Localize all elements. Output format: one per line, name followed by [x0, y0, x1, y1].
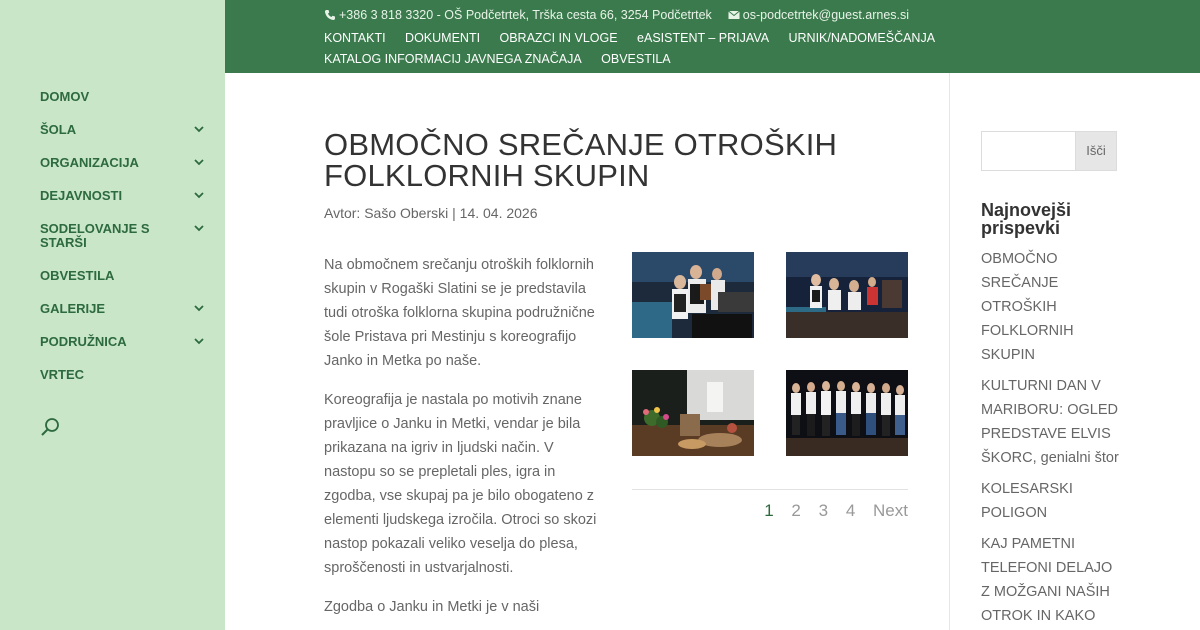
- chevron-down-icon[interactable]: [193, 156, 205, 168]
- sidebar-item-label: SODELOVANJE S STARŠI: [40, 221, 150, 250]
- recent-post-text: KULTURNI DAN V MARIBORU: OGLED PREDSTAVE ELVIS ŠKORC,: [981, 378, 1118, 466]
- recent-post-text: OBMOČNO SREČANJE OTROŠKIH FOLKLORNIH SKUPIN: [981, 251, 1074, 363]
- contact-info: [324, 8, 909, 22]
- sidebar-item-label: PODRUŽNICA: [40, 334, 127, 349]
- photo-folklore-seated: [786, 252, 908, 338]
- top-header: [225, 0, 1200, 73]
- phone-icon: [324, 9, 336, 21]
- sidebar-item-label: DOMOV: [40, 89, 90, 104]
- right-sidebar: [950, 73, 1200, 630]
- page-link-4[interactable]: 4: [845, 501, 856, 520]
- gallery-thumb[interactable]: [786, 370, 908, 456]
- photo-folklore-stage: [786, 370, 908, 456]
- sidebar-item-label: DEJAVNOSTI: [40, 188, 123, 203]
- page-link-1[interactable]: 1: [764, 501, 774, 520]
- sidebar-item-organizacija[interactable]: [40, 152, 205, 185]
- gallery-pagination: [632, 501, 908, 521]
- chevron-down-icon[interactable]: [193, 302, 205, 314]
- search-input[interactable]: [981, 131, 1075, 171]
- top-link-obvestila[interactable]: OBVESTILA: [601, 52, 671, 66]
- recent-post-link[interactable]: [981, 374, 1121, 470]
- page-link-next[interactable]: Next: [873, 501, 908, 520]
- recent-post-link[interactable]: [981, 247, 1121, 367]
- article-meta: Avtor: Sašo Oberski | 14. 04. 2026: [324, 205, 538, 221]
- search-icon[interactable]: [40, 417, 60, 437]
- sidebar-item-sodelovanje[interactable]: [40, 218, 205, 265]
- page-link-2[interactable]: 2: [791, 501, 801, 520]
- gallery-thumb[interactable]: [632, 370, 754, 456]
- recent-post-text: KAJ PAMETNI TELEFONI DELAJO Z MOŽGANI NAŠIH OTROK IN KAKO: [981, 536, 1113, 624]
- article-title: OBMOČNO SREČANJE OTROŠKIH FOLKLORNIH SKUPIN: [324, 127, 838, 193]
- recent-posts-title: Najnovejši prispevki: [981, 200, 1072, 238]
- sidebar: [0, 0, 225, 630]
- sidebar-item-label: ŠOLA: [40, 122, 77, 137]
- chevron-down-icon[interactable]: [193, 222, 205, 234]
- sidebar-item-galerije[interactable]: [40, 298, 205, 331]
- chevron-down-icon[interactable]: [193, 335, 205, 347]
- sidebar-item-vrtec[interactable]: [40, 364, 205, 397]
- sidebar-item-label: ORGANIZACIJA: [40, 155, 139, 170]
- recent-posts-list: [981, 247, 1121, 630]
- top-link-obrazci[interactable]: OBRAZCI IN VLOGE: [499, 31, 618, 45]
- sidebar-item-podruznica[interactable]: [40, 331, 205, 364]
- top-nav: [324, 28, 964, 70]
- sidebar-item-domov[interactable]: [40, 86, 205, 119]
- recent-post-link[interactable]: [981, 477, 1121, 525]
- phone-address-text[interactable]: +386 3 818 3320 - OŠ Podčetrtek, Trška cesta 66, 3254 Podčetrtek: [339, 8, 712, 22]
- gallery-divider: [632, 489, 908, 490]
- top-link-kontakti[interactable]: KONTAKTI: [324, 31, 386, 45]
- sidebar-item-sola[interactable]: [40, 119, 205, 152]
- sidebar-item-label: GALERIJE: [40, 301, 106, 316]
- sidebar-item-dejavnosti[interactable]: [40, 185, 205, 218]
- recent-post-text: KOLESARSKI POLIGON: [981, 481, 1073, 521]
- gallery-thumb[interactable]: [786, 252, 908, 338]
- article-paragraph: Zgodba o Janku in Metki je v naši: [324, 599, 540, 615]
- page-link-3[interactable]: 3: [818, 501, 829, 520]
- sidebar-nav: [40, 86, 205, 397]
- recent-post-link[interactable]: [981, 532, 1121, 628]
- main-content: [225, 73, 950, 630]
- article-paragraph: Koreografija je nastala po motivih znane pravljice o Janku in Metki, vendar je bila prikazana na igriv in ljudski način. V nastopu so se prepletali ples, igra in zgodba, vse skupaj pa je bilo obogateno z elementi ljudskega izročila. Otroci so skozi nastop pokazali veliko veselja do plesa, sproščenosti in ustvarjalnosti.: [324, 392, 597, 576]
- chevron-down-icon[interactable]: [193, 189, 205, 201]
- top-link-urnik[interactable]: URNIK/NADOMEŠČANJA: [788, 31, 936, 45]
- photo-flower-table: [632, 370, 754, 456]
- top-link-easistent[interactable]: eASISTENT – PRIJAVA: [637, 31, 770, 45]
- sidebar-item-obvestila[interactable]: [40, 265, 205, 298]
- sidebar-item-label: VRTEC: [40, 367, 85, 382]
- envelope-icon: [728, 9, 740, 21]
- top-link-katalog[interactable]: KATALOG INFORMACIJ JAVNEGA ZNAČAJA: [324, 52, 582, 66]
- sidebar-item-label: OBVESTILA: [40, 268, 115, 283]
- search-button[interactable]: Išči: [1075, 131, 1117, 171]
- photo-folklore-musicians: [632, 252, 754, 338]
- top-link-dokumenti[interactable]: DOKUMENTI: [405, 31, 481, 45]
- email-link[interactable]: os-podcetrtek@guest.arnes.si: [742, 8, 910, 22]
- recent-post-text-suffix: genialni štor: [1040, 450, 1119, 466]
- article-body: [324, 253, 602, 630]
- article-paragraph: Na območnem srečanju otroških folklornih skupin v Rogaški Slatini se je predstavila tudi otroška folklorna skupina podružnične šole Pristava pri Mestinju s koreografijo Janko in Metka po naše.: [324, 257, 595, 369]
- chevron-down-icon[interactable]: [193, 123, 205, 135]
- gallery-thumb[interactable]: [632, 252, 754, 338]
